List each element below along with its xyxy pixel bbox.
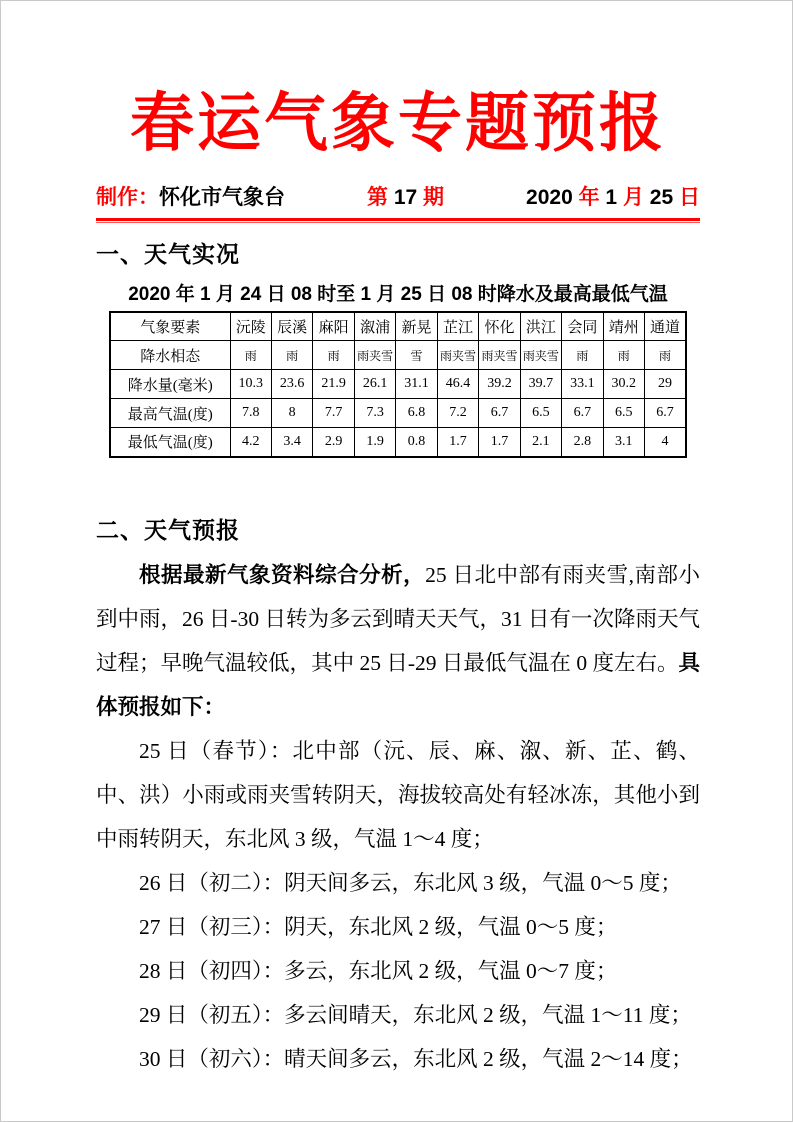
table-value-cell: 26.1: [354, 370, 395, 399]
intro-body-text: 25 日北中部有雨夹雪,南部小到中雨，26 日-30 日转为多云到晴天天气，31 日有一次降雨天气过程；早晚气温较低，其中 25 日-29 日最低气温在 0 度左右。: [96, 562, 700, 675]
table-value-cell: 6.7: [479, 399, 520, 428]
table-corner-cell: 气象要素: [110, 312, 230, 341]
table-value-cell: 39.7: [520, 370, 561, 399]
date-day-unit: 日: [673, 185, 700, 209]
date-year-unit: 年: [572, 185, 606, 209]
section1-heading: 一、天气实况: [96, 240, 240, 267]
forecast-item: 28 日（初四）：多云，东北风 2 级，气温 0～7 度；: [139, 958, 618, 983]
issue-field: [367, 181, 444, 211]
observation-table: [109, 311, 687, 458]
date-month: 1: [605, 185, 618, 209]
table-value-cell: 雪: [396, 341, 437, 370]
table-value-cell: 2.1: [520, 428, 561, 457]
table-value-cell: 7.7: [313, 399, 354, 428]
forecast-item: 25 日（春节）：北中部（沅、辰、麻、溆、新、芷、鹤、中、洪）小雨或雨夹雪转阴天，海拔较高处有轻冰冻，其他小到中雨转阴天，东北风 3 级，气温 1～4 度；: [96, 738, 700, 851]
table-value-cell: 3.1: [603, 428, 644, 457]
station-header-cell: 洪江: [520, 312, 561, 341]
table-value-cell: 雨: [230, 341, 271, 370]
table-value-cell: 雨夹雪: [479, 341, 520, 370]
document-meta-row: [96, 181, 700, 211]
table-value-cell: 7.3: [354, 399, 395, 428]
date-year: 2020: [526, 185, 573, 209]
table-value-cell: 3.4: [271, 428, 312, 457]
table-value-cell: 33.1: [562, 370, 603, 399]
table-value-cell: 6.7: [562, 399, 603, 428]
station-header-cell: 麻阳: [313, 312, 354, 341]
table-value-cell: 雨夹雪: [520, 341, 561, 370]
table-value-cell: 4: [645, 428, 686, 457]
station-header-cell: 怀化: [479, 312, 520, 341]
table-value-cell: 雨夹雪: [354, 341, 395, 370]
table-value-cell: 6.5: [520, 399, 561, 428]
table-value-cell: 1.7: [479, 428, 520, 457]
table-value-cell: 2.8: [562, 428, 603, 457]
table-value-cell: 雨: [313, 341, 354, 370]
producer-label: 制作：: [96, 185, 159, 209]
date-day: 25: [649, 185, 674, 209]
station-header-cell: 辰溪: [271, 312, 312, 341]
observation-table-title: 2020 年 1 月 24 日 08 时至 1 月 25 日 08 时降水及最高最低气温: [128, 283, 668, 305]
station-header-cell: 新晃: [396, 312, 437, 341]
date-month-unit: 月: [617, 185, 650, 209]
table-row: [110, 428, 686, 457]
station-header-cell: 沅陵: [230, 312, 271, 341]
table-value-cell: 7.2: [437, 399, 478, 428]
table-value-cell: 10.3: [230, 370, 271, 399]
row-label-cell: 最高气温(度): [110, 399, 230, 428]
table-value-cell: 46.4: [437, 370, 478, 399]
table-value-cell: 6.5: [603, 399, 644, 428]
row-label-cell: 最低气温(度): [110, 428, 230, 457]
section2-heading: 二、天气预报: [96, 516, 240, 543]
forecast-list: [96, 729, 700, 1081]
row-label-cell: 降水量(毫米): [110, 370, 230, 399]
table-value-cell: 4.2: [230, 428, 271, 457]
station-header-cell: 靖州: [603, 312, 644, 341]
table-value-cell: 2.9: [313, 428, 354, 457]
table-header-row: [110, 312, 686, 341]
forecast-intro-paragraph: [96, 553, 700, 729]
issue-prefix: 第: [367, 185, 388, 209]
forecast-item: 27 日（初三）：阴天，东北风 2 级，气温 0～5 度；: [139, 914, 618, 939]
date-field: [526, 181, 700, 211]
table-value-cell: 21.9: [313, 370, 354, 399]
table-value-cell: 雨: [562, 341, 603, 370]
intro-bold-tail: 具体预报如下：: [96, 650, 700, 719]
forecast-item: 26 日（初二）：阴天间多云，东北风 3 级，气温 0～5 度；: [139, 870, 682, 895]
table-value-cell: 6.8: [396, 399, 437, 428]
observation-table-body: [110, 312, 686, 457]
forecast-item: 30 日（初六）：晴天间多云，东北风 2 级，气温 2～14 度；: [139, 1046, 693, 1071]
table-row: [110, 370, 686, 399]
table-value-cell: 雨: [603, 341, 644, 370]
producer-field: [96, 181, 285, 211]
table-value-cell: 31.1: [396, 370, 437, 399]
table-value-cell: 1.9: [354, 428, 395, 457]
table-value-cell: 7.8: [230, 399, 271, 428]
table-row: [110, 341, 686, 370]
table-value-cell: 39.2: [479, 370, 520, 399]
table-value-cell: 30.2: [603, 370, 644, 399]
table-value-cell: 雨: [645, 341, 686, 370]
station-header-cell: 溆浦: [354, 312, 395, 341]
table-value-cell: 23.6: [271, 370, 312, 399]
table-value-cell: 0.8: [396, 428, 437, 457]
table-value-cell: 6.7: [645, 399, 686, 428]
row-label-cell: 降水相态: [110, 341, 230, 370]
table-value-cell: 雨夹雪: [437, 341, 478, 370]
header-divider-rule: [96, 218, 700, 223]
issue-suffix: 期: [423, 185, 445, 209]
table-row: [110, 399, 686, 428]
issue-number: 17: [388, 185, 424, 209]
table-value-cell: 雨: [271, 341, 312, 370]
station-header-cell: 通道: [645, 312, 686, 341]
table-value-cell: 8: [271, 399, 312, 428]
producer-value: 怀化市气象台: [159, 185, 285, 209]
document-title: 春运气象专题预报: [130, 88, 666, 159]
intro-bold-lead: 根据最新气象资料综合分析，: [139, 562, 426, 587]
table-value-cell: 1.7: [437, 428, 478, 457]
table-value-cell: 29: [645, 370, 686, 399]
station-header-cell: 芷江: [437, 312, 478, 341]
page-content: [96, 87, 700, 1081]
forecast-item: 29 日（初五）：多云间晴天，东北风 2 级，气温 1～11 度；: [139, 1002, 692, 1027]
station-header-cell: 会同: [562, 312, 603, 341]
